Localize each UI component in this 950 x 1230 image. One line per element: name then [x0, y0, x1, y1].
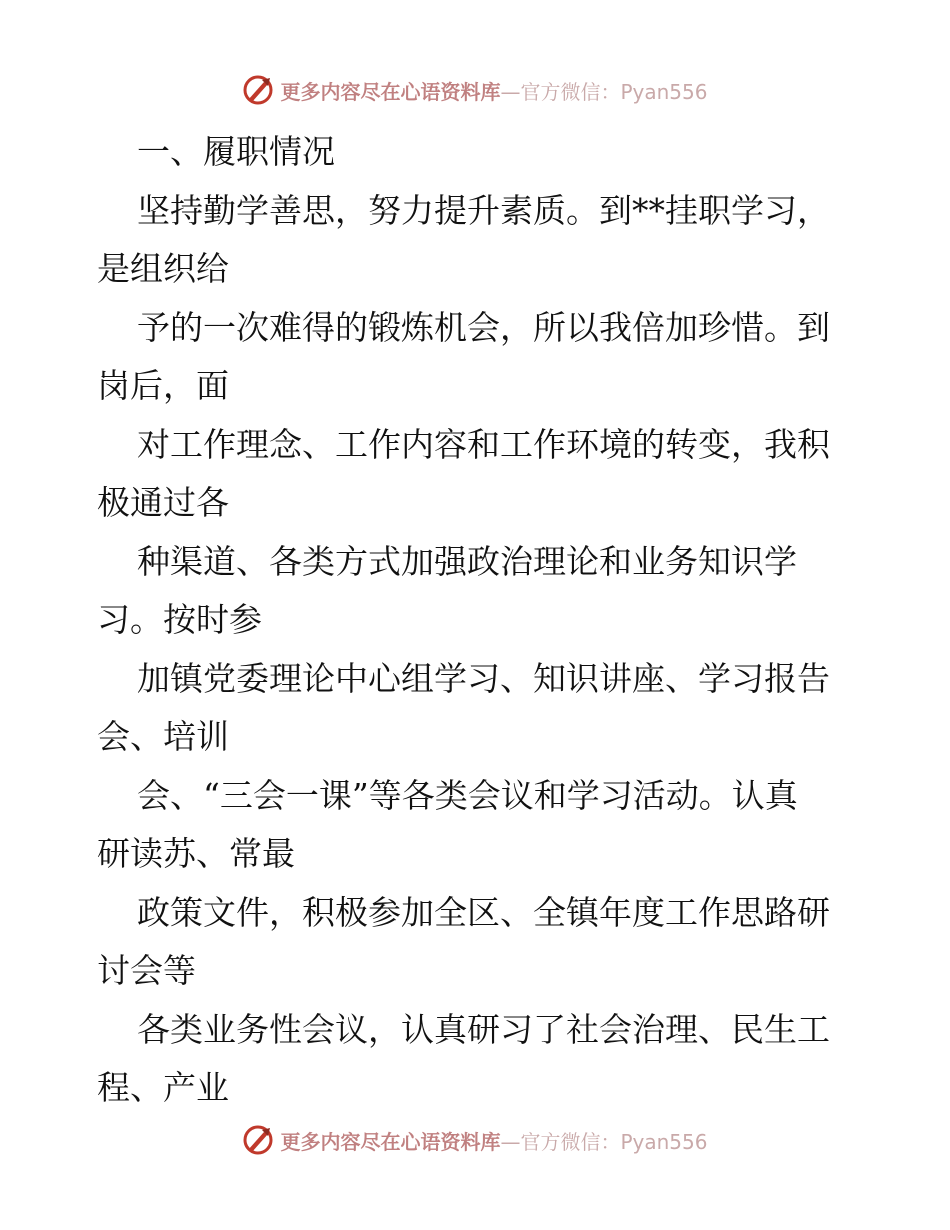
section-heading: 一、履职情况 [137, 132, 335, 171]
paragraph-line: 习。按时参 [97, 600, 262, 639]
paragraph-line: 研读苏、常最 [97, 834, 295, 873]
document-body [97, 123, 857, 1118]
paragraph-line: 种渠道、各类方式加强政治理论和业务知识学 [137, 541, 797, 581]
quill-logo-icon [242, 74, 274, 106]
header-banner-text [280, 76, 707, 105]
header-brand: 更多内容尽在心语资料库 [280, 79, 501, 104]
paragraph-line: 政策文件，积极参加全区、全镇年度工作思路研 [137, 892, 830, 932]
paragraph-line: 各类业务性会议，认真研习了社会治理、民生工 [137, 1009, 830, 1049]
paragraph-line: 程、产业 [97, 1068, 229, 1107]
paragraph-line: 会、培训 [97, 717, 229, 756]
paragraph-line: 会、“三会一课”等各类会议和学习活动。认真 [137, 775, 798, 815]
footer-banner [0, 1120, 950, 1160]
paragraph-line: 极通过各 [97, 483, 229, 522]
paragraph-line: 对工作理念、工作内容和工作环境的转变，我积 [137, 424, 830, 464]
paragraph-line: 予的一次难得的锻炼机会，所以我倍加珍惜。到 [137, 307, 830, 347]
quill-logo-icon [242, 1124, 274, 1156]
paragraph-line: 讨会等 [97, 951, 196, 990]
paragraph-line: 岗后，面 [97, 366, 229, 405]
paragraph-line: 坚持勤学善思，努力提升素质。到**挂职学习， [137, 190, 830, 230]
paragraph-line: 加镇党委理论中心组学习、知识讲座、学习报告 [137, 658, 830, 698]
footer-contact: —官方微信：Pyan556 [500, 1129, 708, 1154]
paragraph-line: 是组织给 [97, 249, 229, 288]
header-contact: —官方微信：Pyan556 [500, 79, 708, 104]
header-banner [0, 70, 950, 110]
footer-banner-text [280, 1126, 707, 1155]
footer-brand: 更多内容尽在心语资料库 [280, 1129, 501, 1154]
